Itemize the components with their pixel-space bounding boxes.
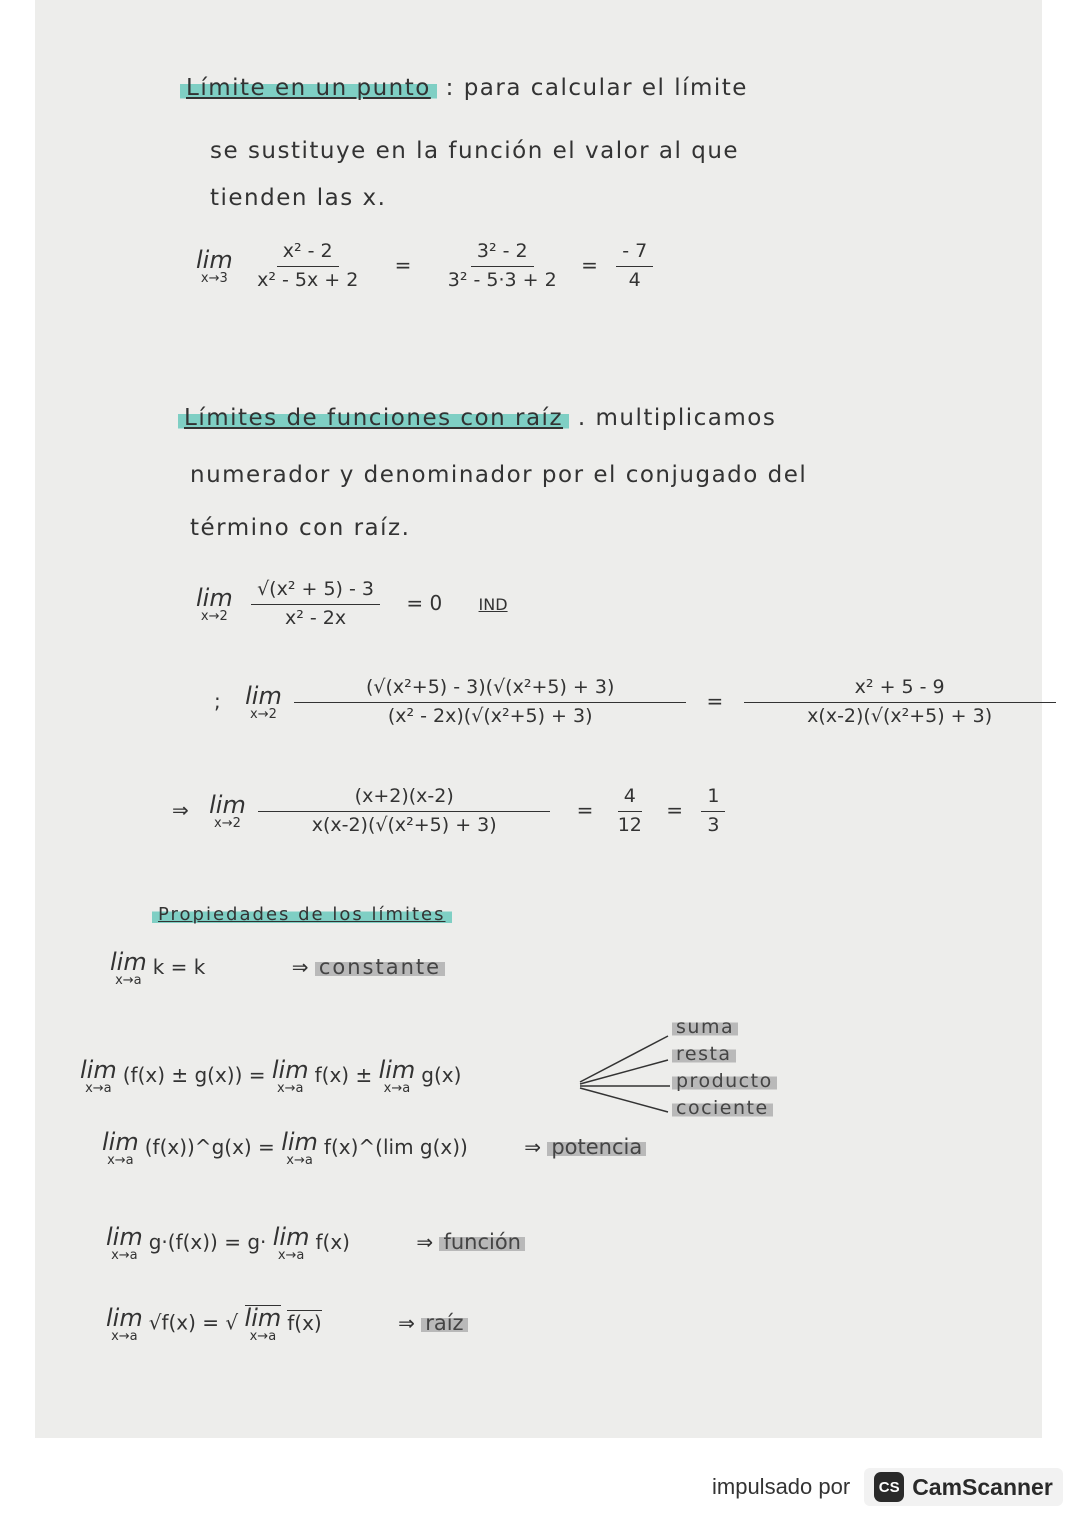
lim-label: lim [106, 1303, 143, 1332]
lim-subscript: x→2 [250, 706, 277, 722]
math-text: f(x) [287, 1310, 322, 1335]
numerator: - 7 [616, 240, 653, 267]
denominator: x(x-2)(√(x²+5) + 3) [807, 704, 993, 727]
math-text: g·(f(x)) = g· [148, 1230, 267, 1254]
fraction [442, 240, 563, 293]
numerator: (√(x²+5) - 3)(√(x²+5) + 3) [294, 676, 686, 703]
lim-subscript: x→a [383, 1081, 411, 1096]
math-text: producto [672, 1070, 777, 1092]
section2-line3: término con raíz. [190, 515, 411, 541]
lim-subscript: x→a [115, 973, 142, 988]
camscanner-logo-icon: CS [874, 1472, 904, 1502]
numerator: (x+2)(x-2) [258, 785, 550, 812]
math-text: g(x) [421, 1063, 462, 1087]
section2-heading: Límites de funciones con raíz [178, 405, 569, 431]
limit-operator [106, 1225, 143, 1262]
label-constant: constante [315, 955, 445, 979]
numerator: x² - 2 [277, 240, 339, 267]
lim-subscript: x→2 [214, 815, 241, 831]
section3-heading: Propiedades de los límites [152, 904, 452, 925]
lim-label: lim [209, 790, 246, 819]
section1-heading: Límite en un punto [180, 75, 437, 101]
lim-label: lim [244, 1304, 282, 1332]
section1-example [196, 240, 659, 293]
lim-subscript: x→a [107, 1153, 134, 1168]
math-text: ; [214, 688, 221, 713]
limit-operator [106, 1303, 143, 1344]
limit-operator [245, 681, 282, 722]
math-text: ⇒ [291, 955, 309, 979]
lim-label: lim [110, 948, 147, 976]
limit-operator [80, 1058, 117, 1095]
lim-label: lim [281, 1128, 318, 1156]
fraction [251, 578, 380, 631]
math-text: ⇒ [524, 1135, 541, 1159]
lim-subscript: x→a [85, 1081, 112, 1096]
fraction [701, 785, 725, 838]
numerator: √(x² + 5) - 3 [251, 578, 380, 605]
section3-heading-wrap [152, 900, 452, 926]
math-text: = [666, 797, 683, 822]
section2-line2: numerador y denominador por el conjugado del [190, 462, 808, 488]
section1-line3: tienden las x. [210, 185, 387, 211]
fraction [300, 676, 680, 729]
lim-subscript: x→a [286, 1153, 313, 1168]
math-text: = [706, 688, 724, 713]
math-text: f(x)^(lim g(x)) [323, 1135, 468, 1159]
math-text: ⇒ [172, 797, 189, 822]
camscanner-footer [712, 1468, 1063, 1506]
limit-operator [379, 1058, 416, 1095]
lim-label: lim [245, 681, 282, 710]
lim-subscript: x→a [277, 1248, 305, 1263]
label-power: potencia [547, 1135, 646, 1159]
limit-operator [273, 1225, 310, 1262]
lim-label: lim [378, 1056, 416, 1084]
lim-subscript: x→a [276, 1081, 304, 1096]
math-text: f(x) ± [314, 1063, 379, 1087]
camscanner-badge [864, 1468, 1063, 1506]
section1-text: : para calcular el límite [445, 75, 748, 101]
lim-subscript: x→a [249, 1329, 277, 1344]
lim-label: lim [102, 1128, 139, 1156]
denominator: 4 [628, 268, 641, 291]
fraction [251, 240, 364, 293]
limit-operator [196, 245, 233, 286]
section2-text: . multiplicamos [577, 405, 777, 431]
fraction [612, 785, 648, 838]
denominator: 12 [617, 813, 642, 836]
math-text: = [581, 252, 598, 277]
math-text: ⇒ [416, 1230, 434, 1254]
lim-label: lim [106, 1223, 143, 1251]
property-sum [80, 1058, 461, 1095]
powered-by-text: impulsado por [712, 1474, 851, 1499]
numerator: x² + 5 - 9 [744, 676, 1056, 703]
denominator: x(x-2)(√(x²+5) + 3) [311, 813, 497, 836]
limit-operator [272, 1058, 309, 1095]
math-text: resta [672, 1043, 736, 1065]
lim-label: lim [196, 583, 233, 612]
denominator: 3 [707, 813, 720, 836]
property-power [102, 1130, 646, 1167]
lim-label: lim [271, 1056, 309, 1084]
math-text: cociente [672, 1097, 773, 1119]
denominator: (x² - 2x)(√(x²+5) + 3) [387, 704, 593, 727]
math-text: suma [672, 1016, 738, 1038]
numerator: 1 [701, 785, 725, 812]
property-constant [110, 950, 445, 987]
limit-operator [245, 1305, 282, 1343]
math-text: IND [478, 594, 508, 614]
lim-subscript: x→a [111, 1328, 138, 1344]
math-text: k = k [152, 955, 206, 979]
section1-title-line [180, 75, 748, 101]
limit-operator [196, 583, 233, 624]
numerator: 3² - 2 [471, 240, 534, 267]
denominator: 3² - 5·3 + 2 [447, 268, 557, 291]
math-text: √f(x) = √ [148, 1310, 239, 1335]
lim-label: lim [272, 1223, 310, 1251]
operation-labels [672, 1014, 777, 1122]
limit-operator [110, 950, 147, 987]
math-text: (f(x))^g(x) = [144, 1135, 275, 1159]
numerator: 4 [618, 785, 642, 812]
math-text: = 0 [406, 590, 443, 615]
property-function [106, 1225, 525, 1262]
math-text: = [394, 252, 412, 277]
section2-step1 [214, 676, 1056, 729]
section1-line2: se sustituye en la función el valor al que [210, 138, 740, 164]
denominator: x² - 2x [284, 606, 347, 629]
denominator: x² - 5x + 2 [257, 268, 359, 291]
math-text: f(x) [315, 1230, 350, 1254]
section2-example [196, 578, 508, 631]
section2-step2 [172, 785, 731, 838]
lim-subscript: x→2 [200, 608, 228, 624]
lim-subscript: x→a [111, 1248, 138, 1263]
math-text: ⇒ [398, 1310, 415, 1335]
fraction [616, 240, 653, 293]
fraction [750, 676, 1050, 729]
section2-title-line [178, 405, 776, 431]
math-text: = [576, 797, 594, 822]
lim-label: lim [80, 1056, 117, 1084]
label-function: función [439, 1230, 525, 1254]
label-root: raíz [421, 1311, 467, 1335]
math-text: (f(x) ± g(x)) = [122, 1063, 266, 1087]
camscanner-brand: CamScanner [912, 1473, 1053, 1500]
lim-subscript: x→3 [200, 270, 228, 286]
lim-label: lim [196, 245, 233, 274]
limit-operator [281, 1130, 318, 1167]
fraction [264, 785, 544, 838]
branch-lines [578, 1020, 678, 1120]
limit-operator [209, 790, 246, 831]
property-root [106, 1305, 468, 1343]
limit-operator [102, 1130, 139, 1167]
